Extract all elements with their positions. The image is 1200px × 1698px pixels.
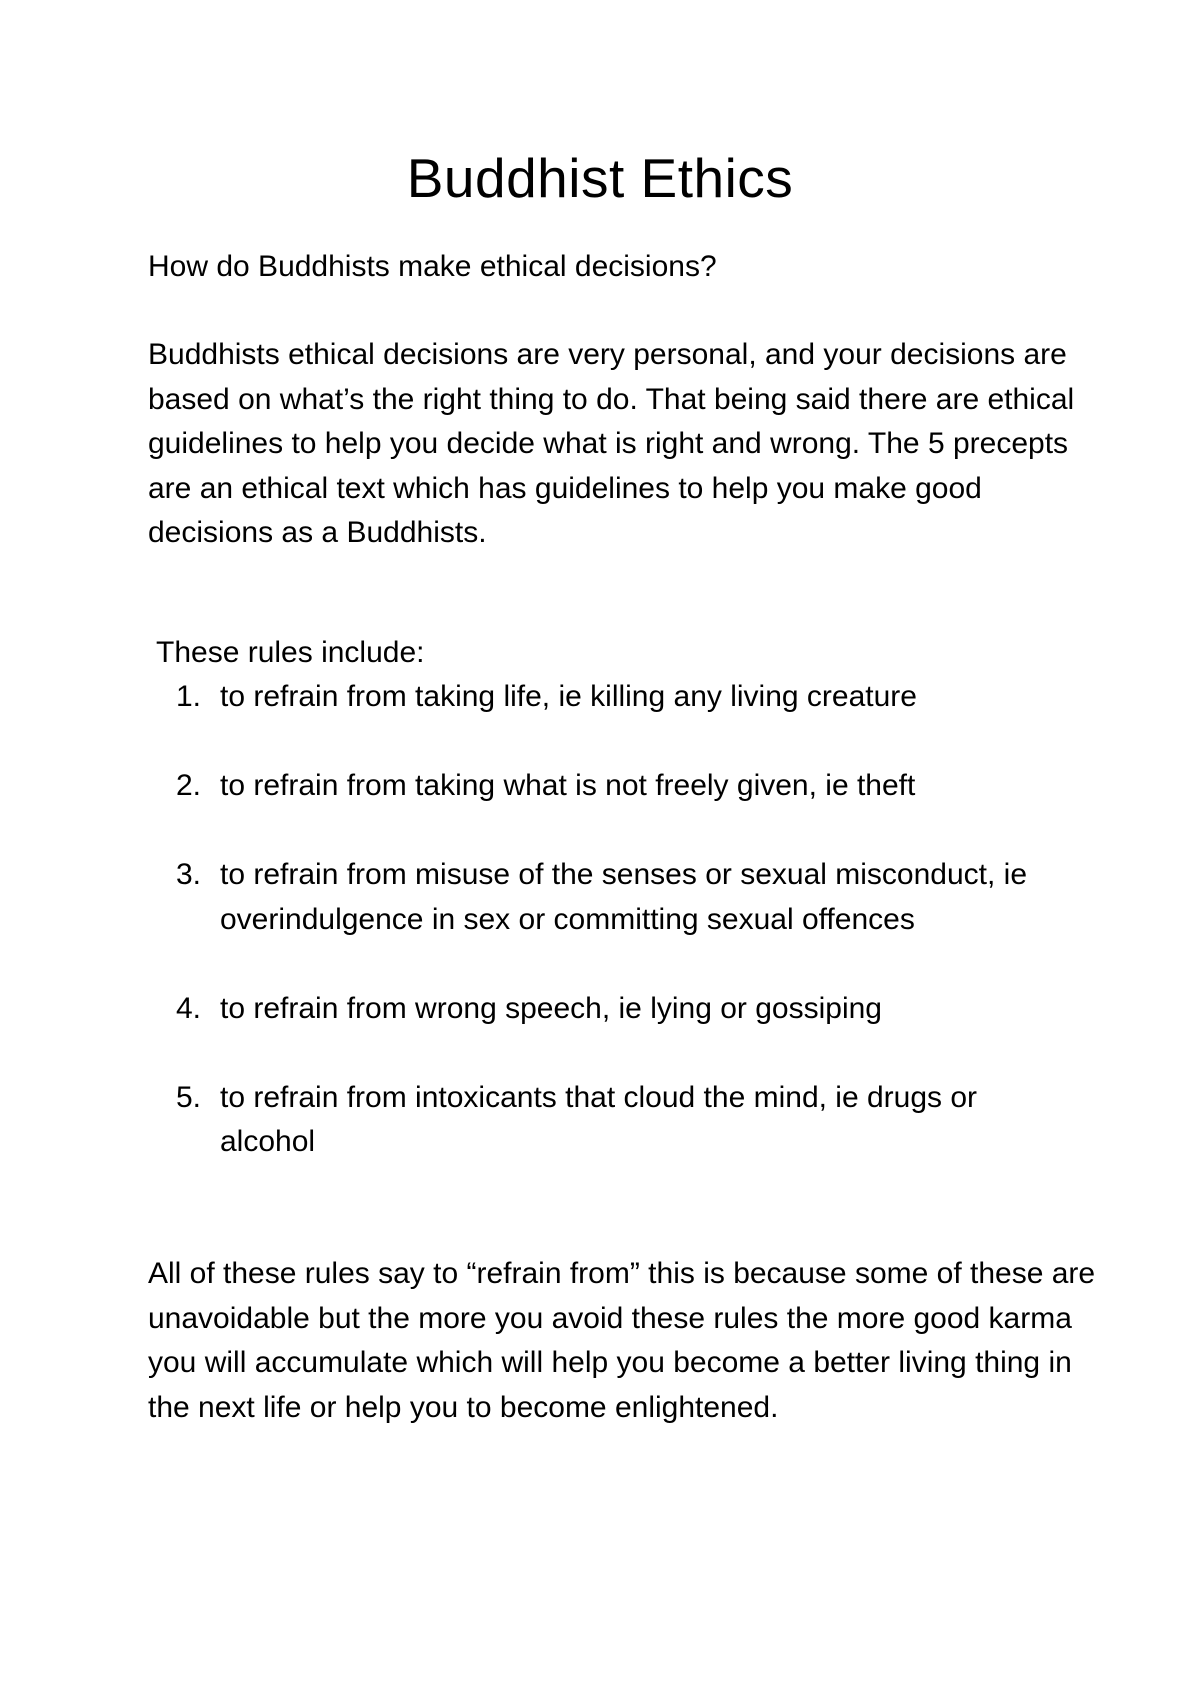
list-item	[176, 764, 1076, 809]
question-heading: How do Buddhists make ethical decisions?	[148, 250, 717, 283]
list-item-number: 3.	[176, 858, 202, 891]
list-item-text: to refrain from taking life, ie killing any living creature	[220, 680, 917, 713]
list-item	[176, 987, 1076, 1032]
list-item-text: to refrain from wrong speech, ie lying or gossiping	[220, 991, 882, 1025]
document-title: Buddhist Ethics	[406, 147, 794, 209]
intro-paragraph: Buddhists ethical decisions are very personal, and your decisions are based on what’s the right thing to do. That being said there are ethical guidelines to help you decide what is right and wrong. The 5 precepts are an ethical text which has guidelines to help you make good decisions as a Buddhists.	[148, 338, 1075, 549]
list-item-text: to refrain from intoxicants that cloud the mind, ie drugs or alcohol	[220, 1080, 978, 1158]
list-item-text: to refrain from misuse of the senses or sexual misconduct, ie overindulgence in sex or committing sexual offences	[220, 858, 1028, 936]
list-item-number: 1.	[176, 680, 202, 713]
list-item-text: to refrain from taking what is not freely given, ie theft	[220, 769, 916, 802]
list-item	[176, 1076, 1076, 1165]
list-item	[176, 675, 1076, 720]
list-item-number: 2.	[176, 769, 202, 802]
closing-paragraph: All of these rules say to “refrain from” this is because some of these are unavoidable but the more you avoid these rules the more good karma you will accumulate which will help you become a better living thing in the next life or help you to become enlightened.	[148, 1257, 1096, 1424]
list-item-number: 5.	[176, 1080, 202, 1114]
precepts-list	[176, 675, 1076, 1165]
list-item	[176, 853, 1076, 942]
rules-intro: These rules include:	[156, 636, 425, 669]
list-item-number: 4.	[176, 991, 202, 1025]
